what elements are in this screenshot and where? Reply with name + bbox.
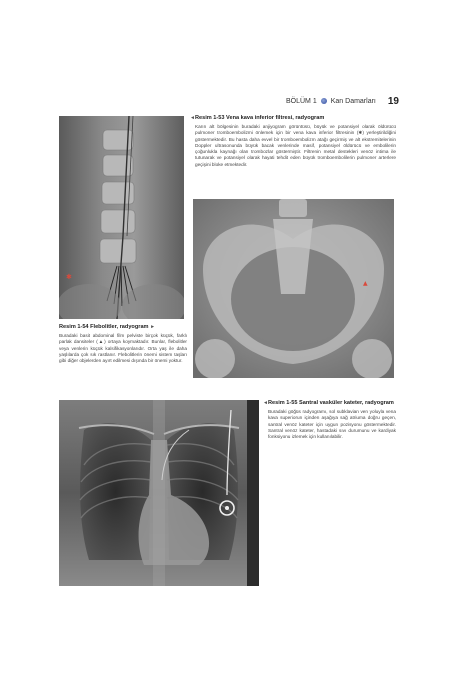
figure-1-54-title: Resim 1-54 Flebolitler, radyogram ► — [59, 324, 156, 330]
figure-1-55-caption — [263, 400, 396, 440]
figure-1-53-text: Karın alt bölgesinin buradaki anjiyogram görüntüsü, büyük ve potansiyel olarak öldürücü pulmoner tromboembolizmi önlemek için bir vena kava inferior filtresinin (✱) yerleştirildiğini göstermektedir. Bu hasta daha evvel bir tromboembolizm atağı geçirmiş ve alt ekstremitelerinin Doppler ultrasonunda büyük bacak venlerinde masif, potansiyel öldürücü ve embolilerin çoğunlukla kaynağı olan trombozlar göstermiştir. Filtrenin metal destekleri venöz intima ile tutunarak ve potansiyel olarak hayati tehdit eden büyük tromboembolilerin pulmoner arterlere geçişini bloke etmektedir. — [195, 124, 396, 167]
chapter-label: BÖLÜM 1 — [286, 97, 317, 105]
chest-radiograph-catheter-image — [59, 400, 259, 586]
page-number: 19 — [387, 95, 399, 107]
figure-1-54-text: Buradaki basit abdominal film pelviste birçok küçük, farklı parlak dansiteler (▲) ortaya koymaktadır. Bunlar, flebolitler veya venlerin küçük kalsifikasyonlarıdır. Orta yaş ile daha yaşlılarda çok sık rastlanır. Flebolitlerin önemi sistem taşları gibi diğer objelerden ayırt edilmesi dışında bir önemi yoktur. — [59, 333, 187, 364]
chapter-title: Kan Damarları — [330, 97, 376, 105]
pelvis-drawing — [193, 199, 394, 378]
chapter-bullet-icon — [321, 98, 327, 104]
chest-xray-drawing — [59, 400, 259, 586]
pointer-right-icon: ► — [150, 324, 156, 330]
pointer-left-icon: ◄ — [263, 400, 268, 406]
figure-1-54-caption — [59, 324, 187, 364]
phlebolith-pelvis-radiograph-image — [193, 199, 394, 378]
pointer-left-icon: ◄ — [190, 115, 195, 121]
figure-1-53-caption — [190, 115, 396, 168]
running-header — [286, 94, 436, 108]
figure-1-55-title: ◄Resim 1-55 Santral vasküler kateter, radyogram — [263, 400, 394, 406]
figure-1-53-title: ◄Resim 1-53 Vena kava inferior filtresi, radyogram — [190, 115, 325, 121]
ivc-filter-angiogram-image — [59, 116, 184, 319]
svg-text:▲: ▲ — [363, 280, 368, 287]
angiogram-drawing — [59, 116, 184, 319]
svg-text:✱: ✱ — [66, 273, 72, 281]
figure-1-55-text: Buradaki göğüs radyogramı, sol subklavian ven yoluyla vena kava superiorun içinden aşağıya sağ atriuma doğru geçen, santral venöz kateter için uygun pozisyonu göstermektedir. Santral venöz kateter, hastadaki sıvı durumunu ve kardiyak fonksiyonu izlemek için kullanılabilir. — [268, 409, 396, 440]
